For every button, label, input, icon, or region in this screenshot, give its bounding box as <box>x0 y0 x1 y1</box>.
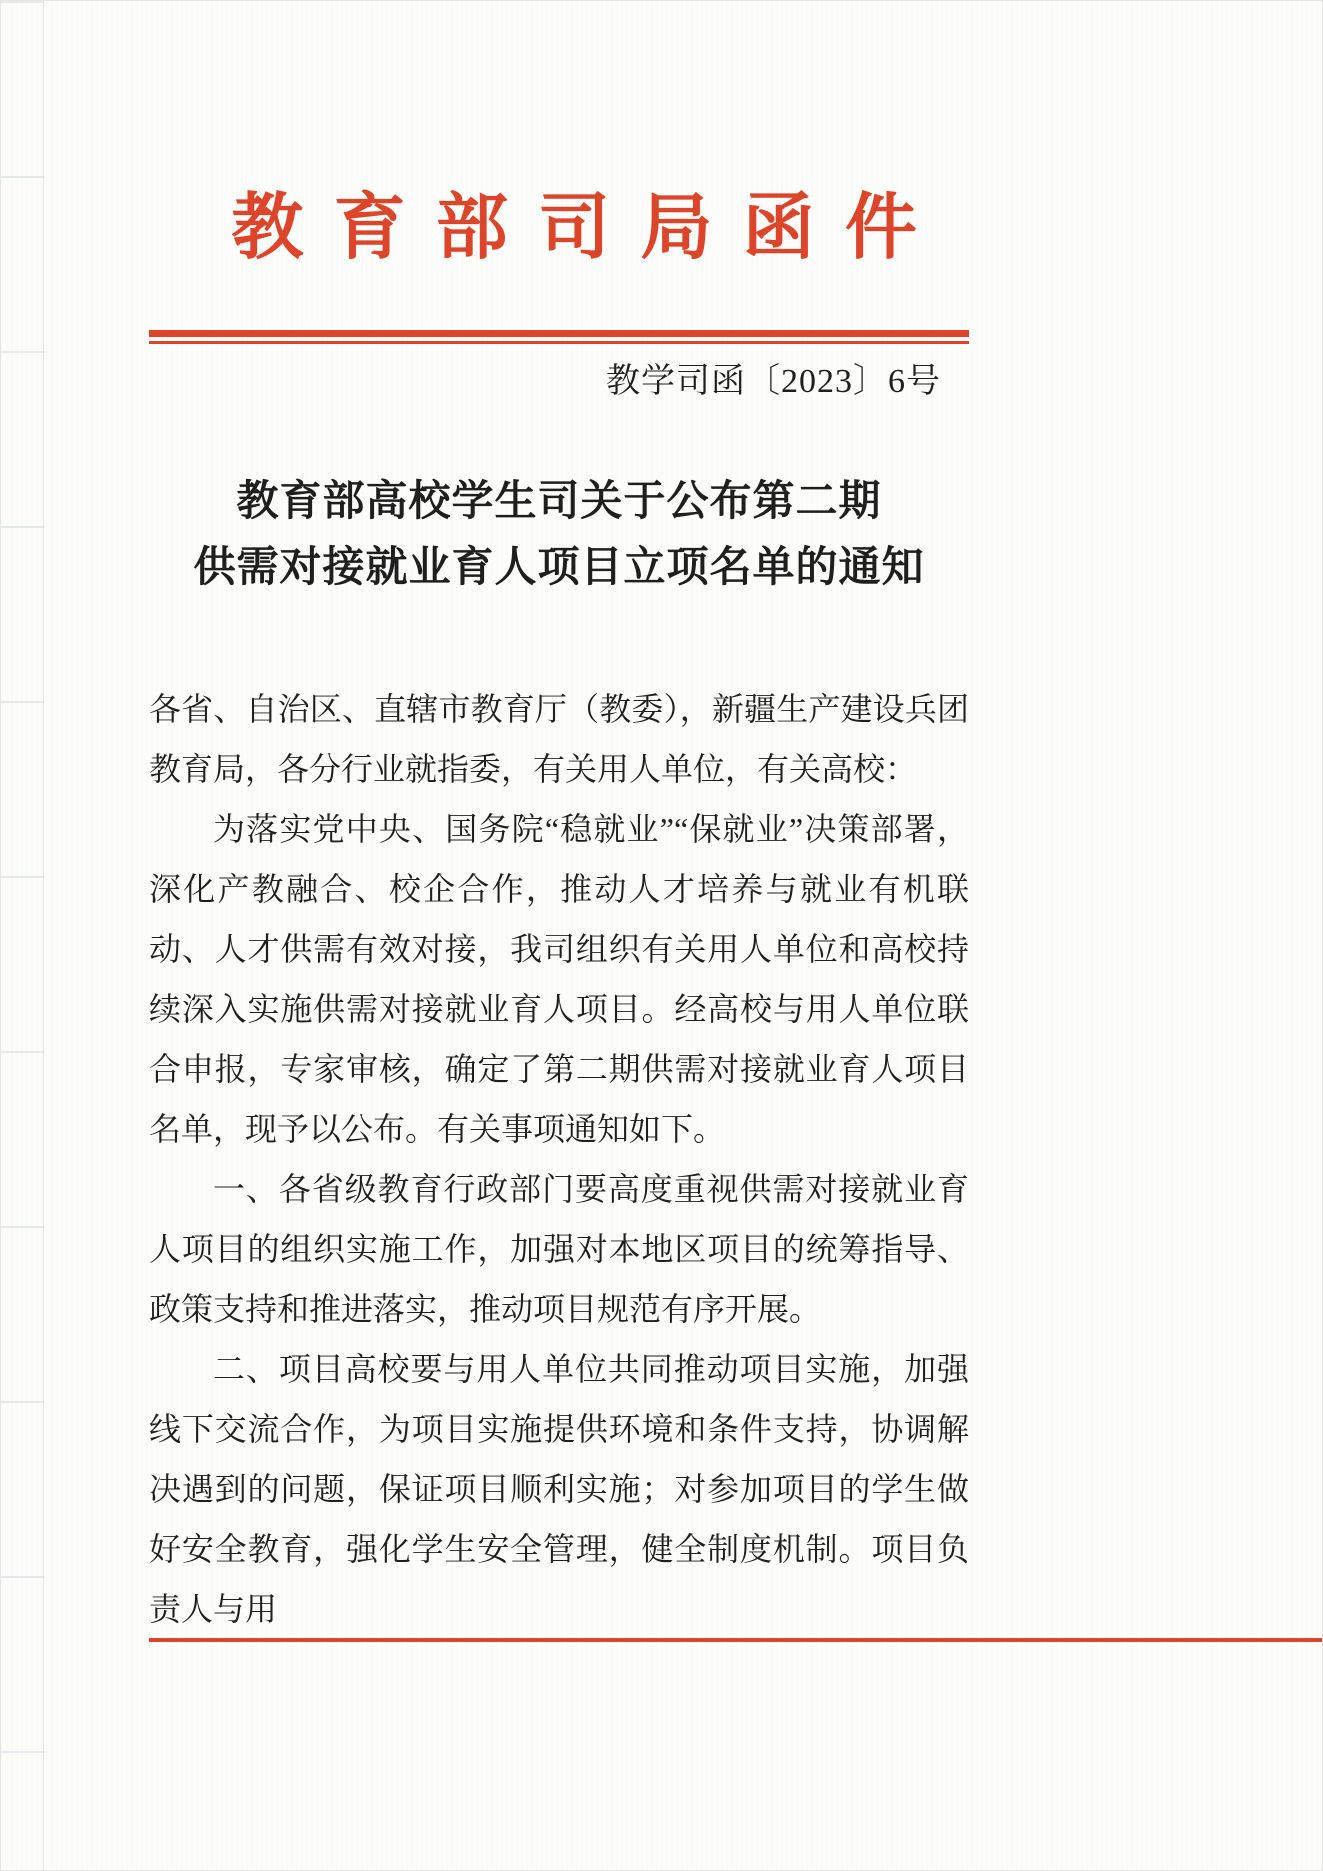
page-bottom-rule <box>149 1638 1323 1642</box>
notice-body <box>149 679 969 1639</box>
item-2-paragraph: 二、项目高校要与用人单位共同推动项目实施，加强线下交流合作，为项目实施提供环境和条件支持，协调解决遇到的问题，保证项目顺利实施；对参加项目的学生做好安全教育，强化学生安全管理，健全制度机制。项目负责人与用 <box>149 1351 969 1627</box>
notice-title <box>149 469 969 601</box>
document-number: 教学司函〔2023〕6号 <box>606 363 941 400</box>
notice-title-line2: 供需对接就业育人项目立项名单的通知 <box>193 545 925 591</box>
intro-paragraph: 为落实党中央、国务院“稳就业”“保就业”决策部署，深化产教融合、校企合作，推动人才培养与就业有机联动、人才供需有效对接，我司组织有关用人单位和高校持续深入实施供需对接就业育人项目。经高校与用人单位联合申报，专家审核，确定了第二期供需对接就业育人项目名单，现予以公布。有关事项通知如下。 <box>149 811 969 1147</box>
scan-edge-artifact <box>1 1 44 1870</box>
rule-thin-line <box>149 341 969 344</box>
letterhead-double-rule <box>149 330 969 345</box>
salutation-paragraph: 各省、自治区、直辖市教育厅（教委），新疆生产建设兵团教育局，各分行业就指委，有关用人单位，有关高校： <box>149 691 969 787</box>
letterhead-title: 教育部司局函件 <box>231 188 948 268</box>
rule-thick-line <box>149 330 969 337</box>
item-1-paragraph: 一、各省级教育行政部门要高度重视供需对接就业育人项目的组织实施工作，加强对本地区项目的统筹指导、政策支持和推进落实，推动项目规范有序开展。 <box>149 1171 969 1327</box>
notice-title-line1: 教育部高校学生司关于公布第二期 <box>236 479 882 525</box>
